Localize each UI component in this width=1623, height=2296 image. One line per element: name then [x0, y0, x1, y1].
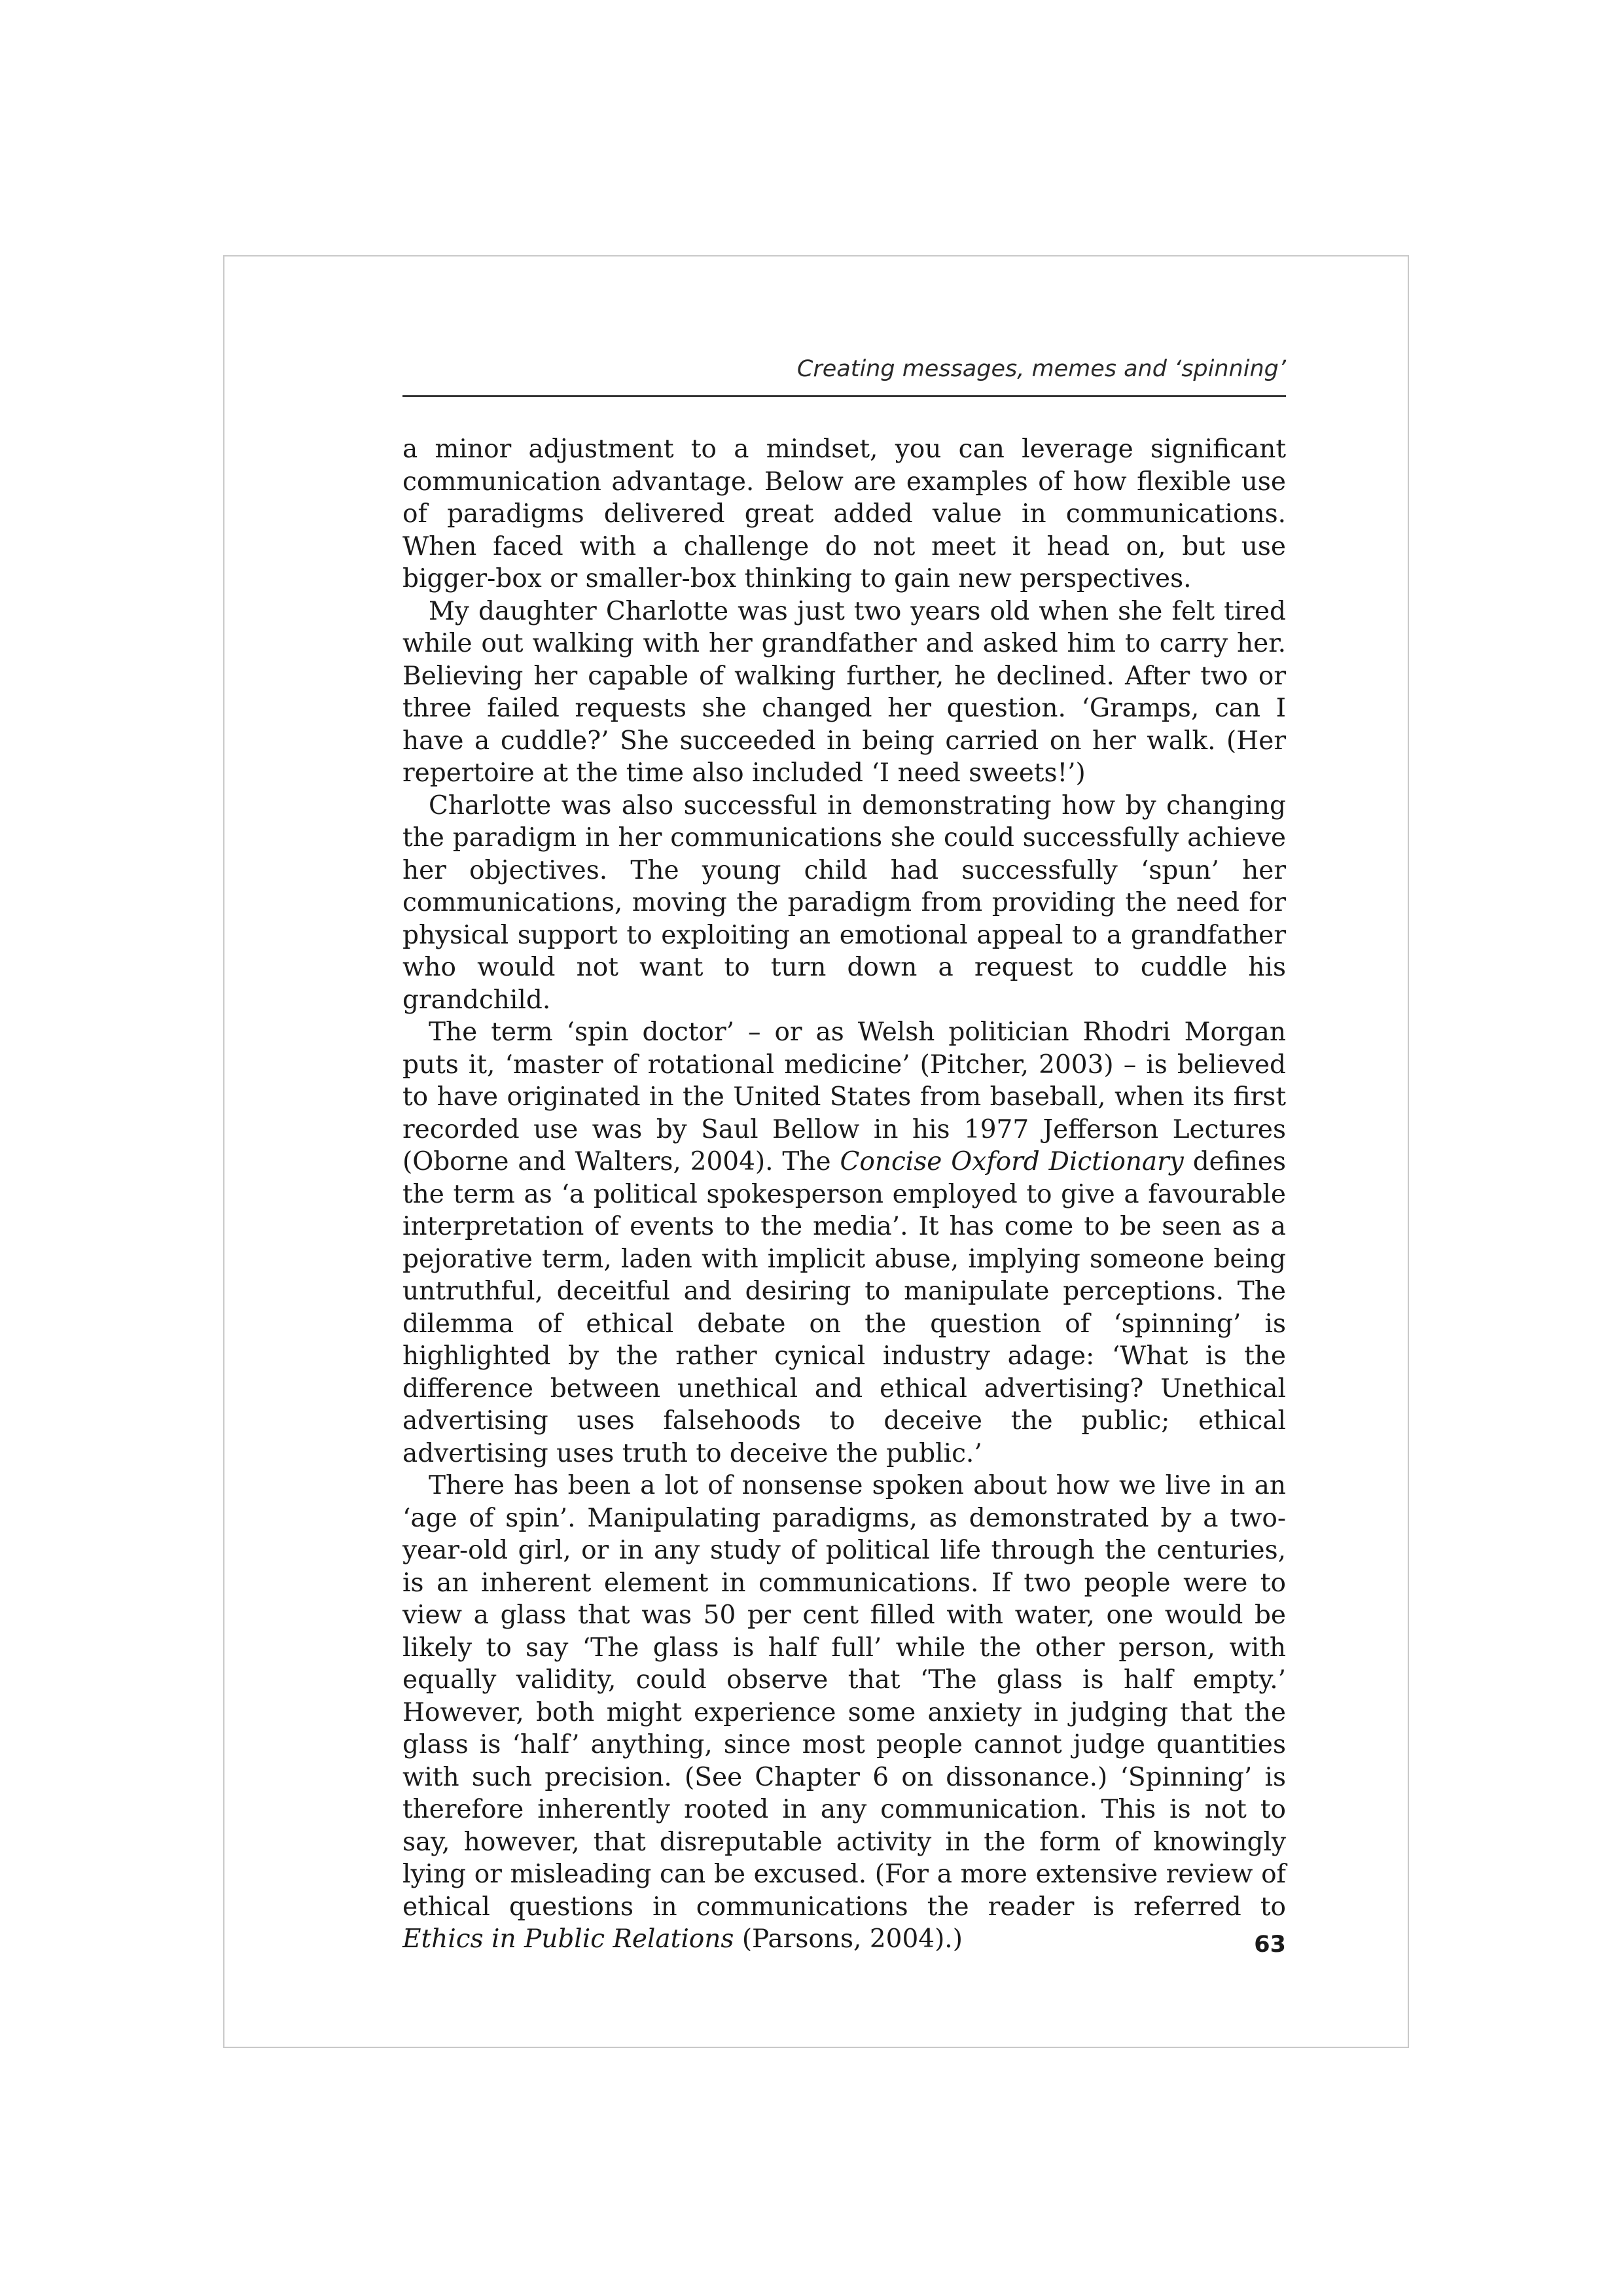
header-rule	[402, 395, 1286, 397]
paragraph-4-text-end: defines the term as ‘a political spokesperson employed to give a favourable interpretation of events to the media’. It has come to be seen as a pejorative term, laden with implicit abuse, implying someone being untruthful, deceitful and desiring to manipulate perceptions. The dilemma of ethical debate on the question of ‘spinning’ is highlighted by the rather cynical industry adage: ‘What is the difference between unethical and ethical advertising? Unethical advertising uses falsehoods to deceive the public; ethical advertising uses truth to deceive the public.’	[402, 1147, 1286, 1468]
paragraph-4	[402, 1016, 1286, 1470]
paragraph-4-text-start: The term ‘spin doctor’ – or as Welsh politician Rhodri Morgan puts it, ‘master of rotational medicine’ (Pitcher, 2003) – is believed to have originated in the United States from baseball, when its first recorded use was by Saul Bellow in his 1977 Jefferson Lectures (Oborne and Walters, 2004). The	[402, 1017, 1286, 1176]
paragraph-5	[402, 1470, 1286, 1956]
paragraph-5-text-start: There has been a lot of nonsense spoken about how we live in an ‘age of spin’. Manipulating paradigms, as demonstrated by a two-year-old girl, or in any study of political life through the centuries, is an inherent element in communications. If two people were to view a glass that was 50 per cent filled with water, one would be likely to say ‘The glass is half full’ while the other person, with equally validity, could observe that ‘The glass is half empty.’ However, both might experience some anxiety in judging that the glass is ‘half’ anything, since most people cannot judge quantities with such precision. (See Chapter 6 on dissonance.) ‘Spinning’ is therefore inherently rooted in any communication. This is not to say, however, that disreputable activity in the form of knowingly lying or misleading can be excused. (For a more extensive review of ethical questions in communications the reader is referred to	[402, 1471, 1286, 1922]
paragraph-2: My daughter Charlotte was just two years old when she felt tired while out walking with her grandfather and asked him to carry her. Believing her capable of walking further, he declined. After two or three failed requests she changed her question. ‘Gramps, can I have a cuddle?’ She succeeded in being carried on her walk. (Her repertoire at the time also included ‘I need sweets!’)	[402, 596, 1286, 788]
body-text	[402, 433, 1286, 1956]
dictionary-title: Concise Oxford Dictionary	[840, 1147, 1184, 1176]
paragraph-1: a minor adjustment to a mindset, you can leverage significant communication advantage. Below are examples of how flexible use of paradigms delivered great added value in communications. When faced with a challenge do not meet it head on, but use bigger-box or smaller-box thinking to gain new perspectives.	[402, 434, 1286, 593]
paragraph-3: Charlotte was also successful in demonstrating how by changing the paradigm in her communications she could successfully achieve her objectives. The young child had successfully ‘spun’ her communications, moving the paradigm from providing the need for physical support to exploiting an emotional appeal to a grandfather who would not want to turn down a request to cuddle his grandchild.	[402, 790, 1286, 1015]
paragraph-5-text-end: (Parsons, 2004).)	[734, 1924, 963, 1954]
book-title: Ethics in Public Relations	[402, 1924, 734, 1954]
page-number: 63	[1254, 1932, 1286, 1958]
running-header: Creating messages, memes and ‘spinning’	[796, 356, 1286, 382]
